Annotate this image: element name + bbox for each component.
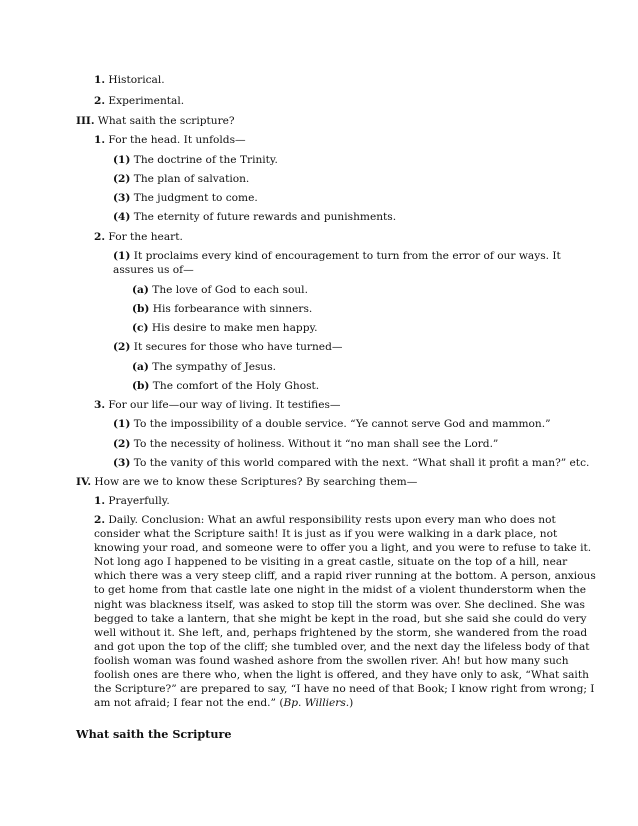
subitem-text: The doctrine of the Trinity. <box>130 154 278 166</box>
item-text: Experimental. <box>105 95 185 107</box>
outline-section-iv <box>76 475 417 490</box>
citation: Bp. Williers. <box>283 697 350 710</box>
outline-item-experimental <box>94 94 184 109</box>
item-number: 2. <box>94 231 106 243</box>
item-number: 2. <box>94 514 106 526</box>
outline-item-prayerfully <box>94 494 170 509</box>
subsubitem-letter: (c) <box>132 322 149 334</box>
outline-subitem-judgment <box>113 191 258 206</box>
subitem-number: (3) <box>113 457 131 469</box>
outline-item-heart <box>94 230 183 245</box>
subitem-number: (2) <box>113 438 131 450</box>
outline-subsubitem-comfort <box>132 379 319 394</box>
item-number: 1. <box>94 74 106 86</box>
subitem-text: The plan of salvation. <box>130 173 250 185</box>
paragraph-line: begged to take a lantern, that she might be kept in the road, but she said she could do very <box>94 612 587 625</box>
outline-subitem-holiness <box>113 437 498 452</box>
item-text: For the heart. <box>105 231 183 243</box>
outline-item-life <box>94 398 341 413</box>
subitem-text: It secures for those who have turned— <box>130 341 343 353</box>
outline-subitem-vanity <box>113 456 589 471</box>
item-text: For our life—our way of living. It testifies— <box>105 399 341 411</box>
paragraph-line: to get home from that castle late one night in the midst of a violent thunderstorm when the <box>94 584 587 597</box>
paragraph-line: night was blackness itself, was asked to stop till the storm was over. She declined. She was <box>94 598 585 611</box>
item-number: 1. <box>94 134 106 146</box>
paragraph-line: knowing your road, and someone were to offer you a light, and you were to refuse to take it. <box>94 542 592 555</box>
item-number: 1. <box>94 495 106 507</box>
paragraph-line: well without it. She left, and, perhaps frightened by the storm, she wandered from the road <box>94 626 588 639</box>
outline-item-historical <box>94 73 165 88</box>
item-text: For the head. It unfolds— <box>105 134 246 146</box>
subitem-number: (3) <box>113 192 131 204</box>
subsubitem-letter: (a) <box>132 284 149 296</box>
outline-subitem-encouragement-cont <box>113 263 194 278</box>
item-text: Prayerfully. <box>105 495 170 507</box>
subsubitem-letter: (a) <box>132 361 149 373</box>
subitem-text: It proclaims every kind of encouragement to turn from the error of our ways. It <box>130 250 561 262</box>
item-number: 2. <box>94 95 106 107</box>
outline-subitem-secures <box>113 340 342 355</box>
subitem-number: (1) <box>113 418 131 430</box>
subitem-text-continued: assures us of— <box>113 264 194 276</box>
outline-item-head <box>94 133 246 148</box>
outline-subsubitem-sympathy <box>132 360 276 375</box>
subsubitem-text: The comfort of the Holy Ghost. <box>149 380 320 392</box>
subsubitem-text: The love of God to each soul. <box>148 284 308 296</box>
subsubitem-text: His forbearance with sinners. <box>149 303 313 315</box>
subsubitem-text: The sympathy of Jesus. <box>148 361 277 373</box>
subitem-number: (2) <box>113 341 131 353</box>
subitem-number: (1) <box>113 154 131 166</box>
subitem-number: (2) <box>113 173 131 185</box>
outline-subsubitem-love <box>132 283 308 298</box>
item-number: 3. <box>94 399 106 411</box>
outline-subitem-encouragement <box>113 249 561 264</box>
section-number: III. <box>76 115 95 127</box>
subsubitem-letter: (b) <box>132 380 150 392</box>
outline-subitem-trinity <box>113 153 278 168</box>
subitem-text: To the necessity of holiness. Without it “no man shall see the Lord.” <box>130 438 499 450</box>
outline-section-iii <box>76 114 235 129</box>
paragraph-line: consider what the Scripture saith! It is just as if you were walking in a dark place, not <box>94 528 558 541</box>
subitem-number: (4) <box>113 211 131 223</box>
paragraph-line: which there was a very steep cliff, and a rapid river running at the bottom. A person, anxious <box>94 570 596 583</box>
outline-subitem-salvation <box>113 172 249 187</box>
paragraph-line: am not afraid; I fear not the end.” (Bp. Williers.) <box>94 697 354 710</box>
section-heading: What saith the Scripture <box>76 727 232 741</box>
paragraph-line: the Scripture?” are prepared to say, “I have no need of that Book; I know right from wrong; I <box>94 683 595 696</box>
outline-subitem-eternity <box>113 210 396 225</box>
paragraph-line: and got upon the top of the cliff; she tumbled over, and the next day the lifeless body of that <box>94 640 590 653</box>
section-text: What saith the scripture? <box>94 115 235 127</box>
outline-subitem-double-service <box>113 417 551 432</box>
section-text: How are we to know these Scriptures? By searching them— <box>91 476 418 488</box>
subitem-text: To the vanity of this world compared with the next. “What shall it profit a man?” etc. <box>130 457 590 469</box>
outline-subsubitem-desire <box>132 321 317 336</box>
subsubitem-letter: (b) <box>132 303 150 315</box>
paragraph-line: Not long ago I happened to be visiting in a great castle, situate on the top of a hill, near <box>94 556 568 569</box>
item-text: Historical. <box>105 74 165 86</box>
subitem-text: To the impossibility of a double service. “Ye cannot serve God and mammon.” <box>130 418 551 430</box>
subitem-text: The judgment to come. <box>130 192 258 204</box>
subitem-number: (1) <box>113 250 131 262</box>
paragraph-line: foolish ones are there who, when the light is offered, and they have only to ask, “What saith <box>94 669 589 682</box>
section-number: IV. <box>76 476 92 488</box>
outline-subsubitem-forbearance <box>132 302 312 317</box>
paragraph-line: foolish woman was found washed ashore from the swollen river. Ah! but how many such <box>94 654 569 667</box>
paragraph-line: 2. Daily. Conclusion: What an awful responsibility rests upon every man who does not <box>94 514 556 526</box>
conclusion-paragraph <box>94 513 596 710</box>
subitem-text: The eternity of future rewards and punishments. <box>130 211 397 223</box>
subsubitem-text: His desire to make men happy. <box>148 322 318 334</box>
